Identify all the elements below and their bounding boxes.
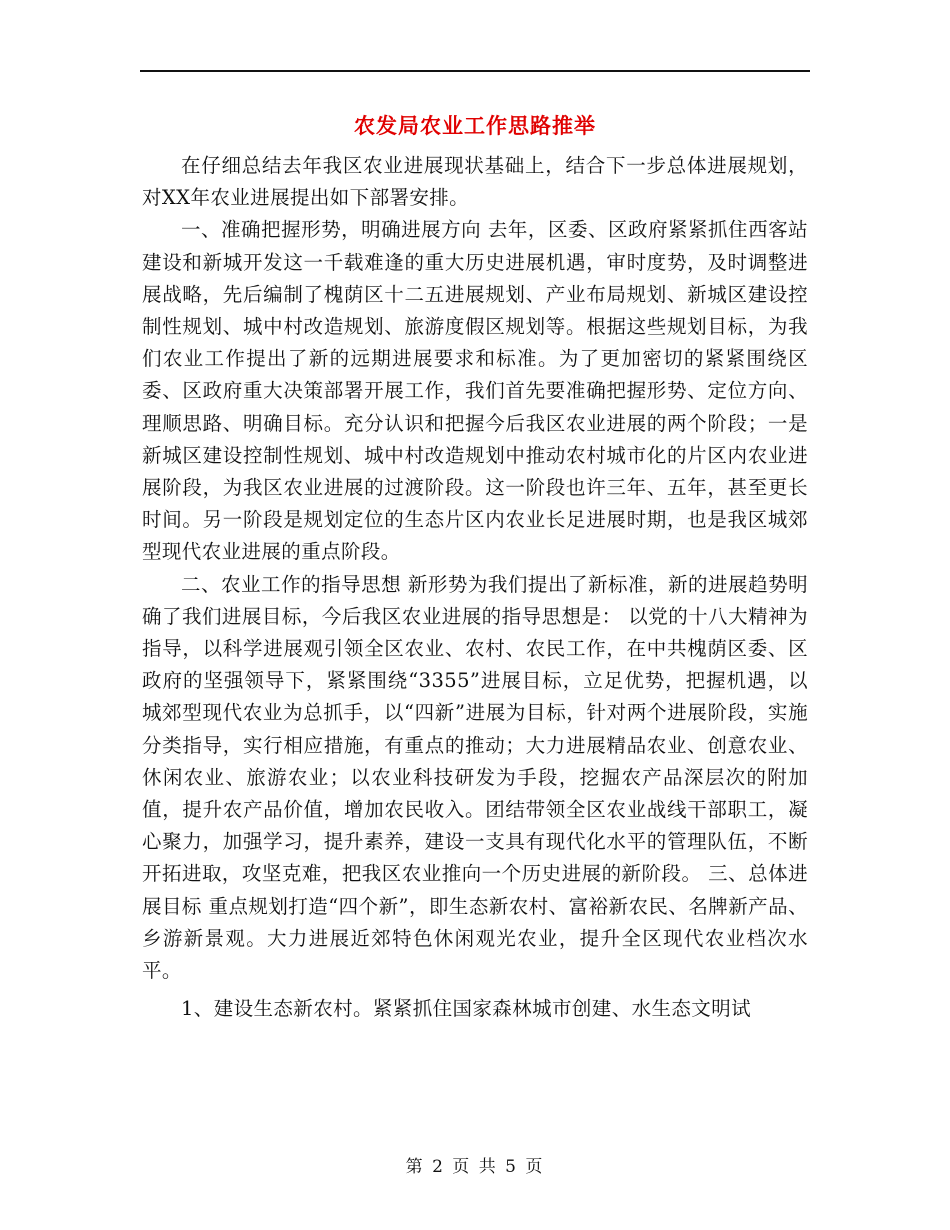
paragraph-section-2-3: 二、农业工作的指导思想 新形势为我们提出了新标准，新的进展趋势明确了我们进展目标，今后我区农业进展的指导思想是： 以党的十八大精神为指导，以科学进展观引领全区农业、农村、农民工作，在中共槐荫区委、区政府的坚强领导下，紧紧围绕“3355”进展目标，立足优势，把握机遇，以城郊型现代农业为总抓手，以“四新”进展为目标，针对两个进展阶段，实施分类指导，实行相应措施，有重点的推动；大力进展精品农业、创意农业、休闲农业、旅游农业；以农业科技研发为手段，挖掘农产品深层次的附加值，提升农产品价值，增加农民收入。团结带领全区农业战线干部职工，凝心聚力，加强学习，提升素养，建设一支具有现代化水平的管理队伍，不断开拓进取，攻坚克难，把我区农业推向一个历史进展的新阶段。 三、总体进展目标 重点规划打造“四个新”，即生态新农村、富裕新农民、名牌新产品、乡游新景观。大力进展近郊特色休闲观光农业，提升全区现代农业档次水平。 [142,572,808,983]
paragraph-item-1: 1、建设生态新农村。紧紧抓住国家森林城市创建、水生态文明试 [181,997,752,1021]
header-rule [140,70,810,72]
page-footer: 第 2 页 共 5 页 [405,1157,545,1177]
document-title: 农发局农业工作思路推举 [354,113,596,138]
paragraph-section-1: 一、准确把握形势，明确进展方向 去年，区委、区政府紧紧抓住西客站建设和新城开发这一千载难逢的重大历史进展机遇，审时度势，及时调整进展战略，先后编制了槐荫区十二五进展规划、产业布局规划、新城区建设控制性规划、城中村改造规划、旅游度假区规划等。根据这些规划目标，为我们农业工作提出了新的远期进展要求和标准。为了更加密切的紧紧围绕区委、区政府重大决策部署开展工作，我们首先要准确把握形势、定位方向、理顺思路、明确目标。充分认识和把握今后我区农业进展的两个阶段；一是新城区建设控制性规划、城中村改造规划中推动农村城市化的片区内农业进展阶段，为我区农业进展的过渡阶段。这一阶段也许三年、五年，甚至更长时间。另一阶段是规划定位的生态片区内农业长足进展时期，也是我区城郊型现代农业进展的重点阶段。 [142,218,808,564]
paragraph-intro: 在仔细总结去年我区农业进展现状基础上，结合下一步总体进展规划，对XX年农业进展提出如下部署安排。 [142,154,808,210]
document-body [142,150,808,1025]
